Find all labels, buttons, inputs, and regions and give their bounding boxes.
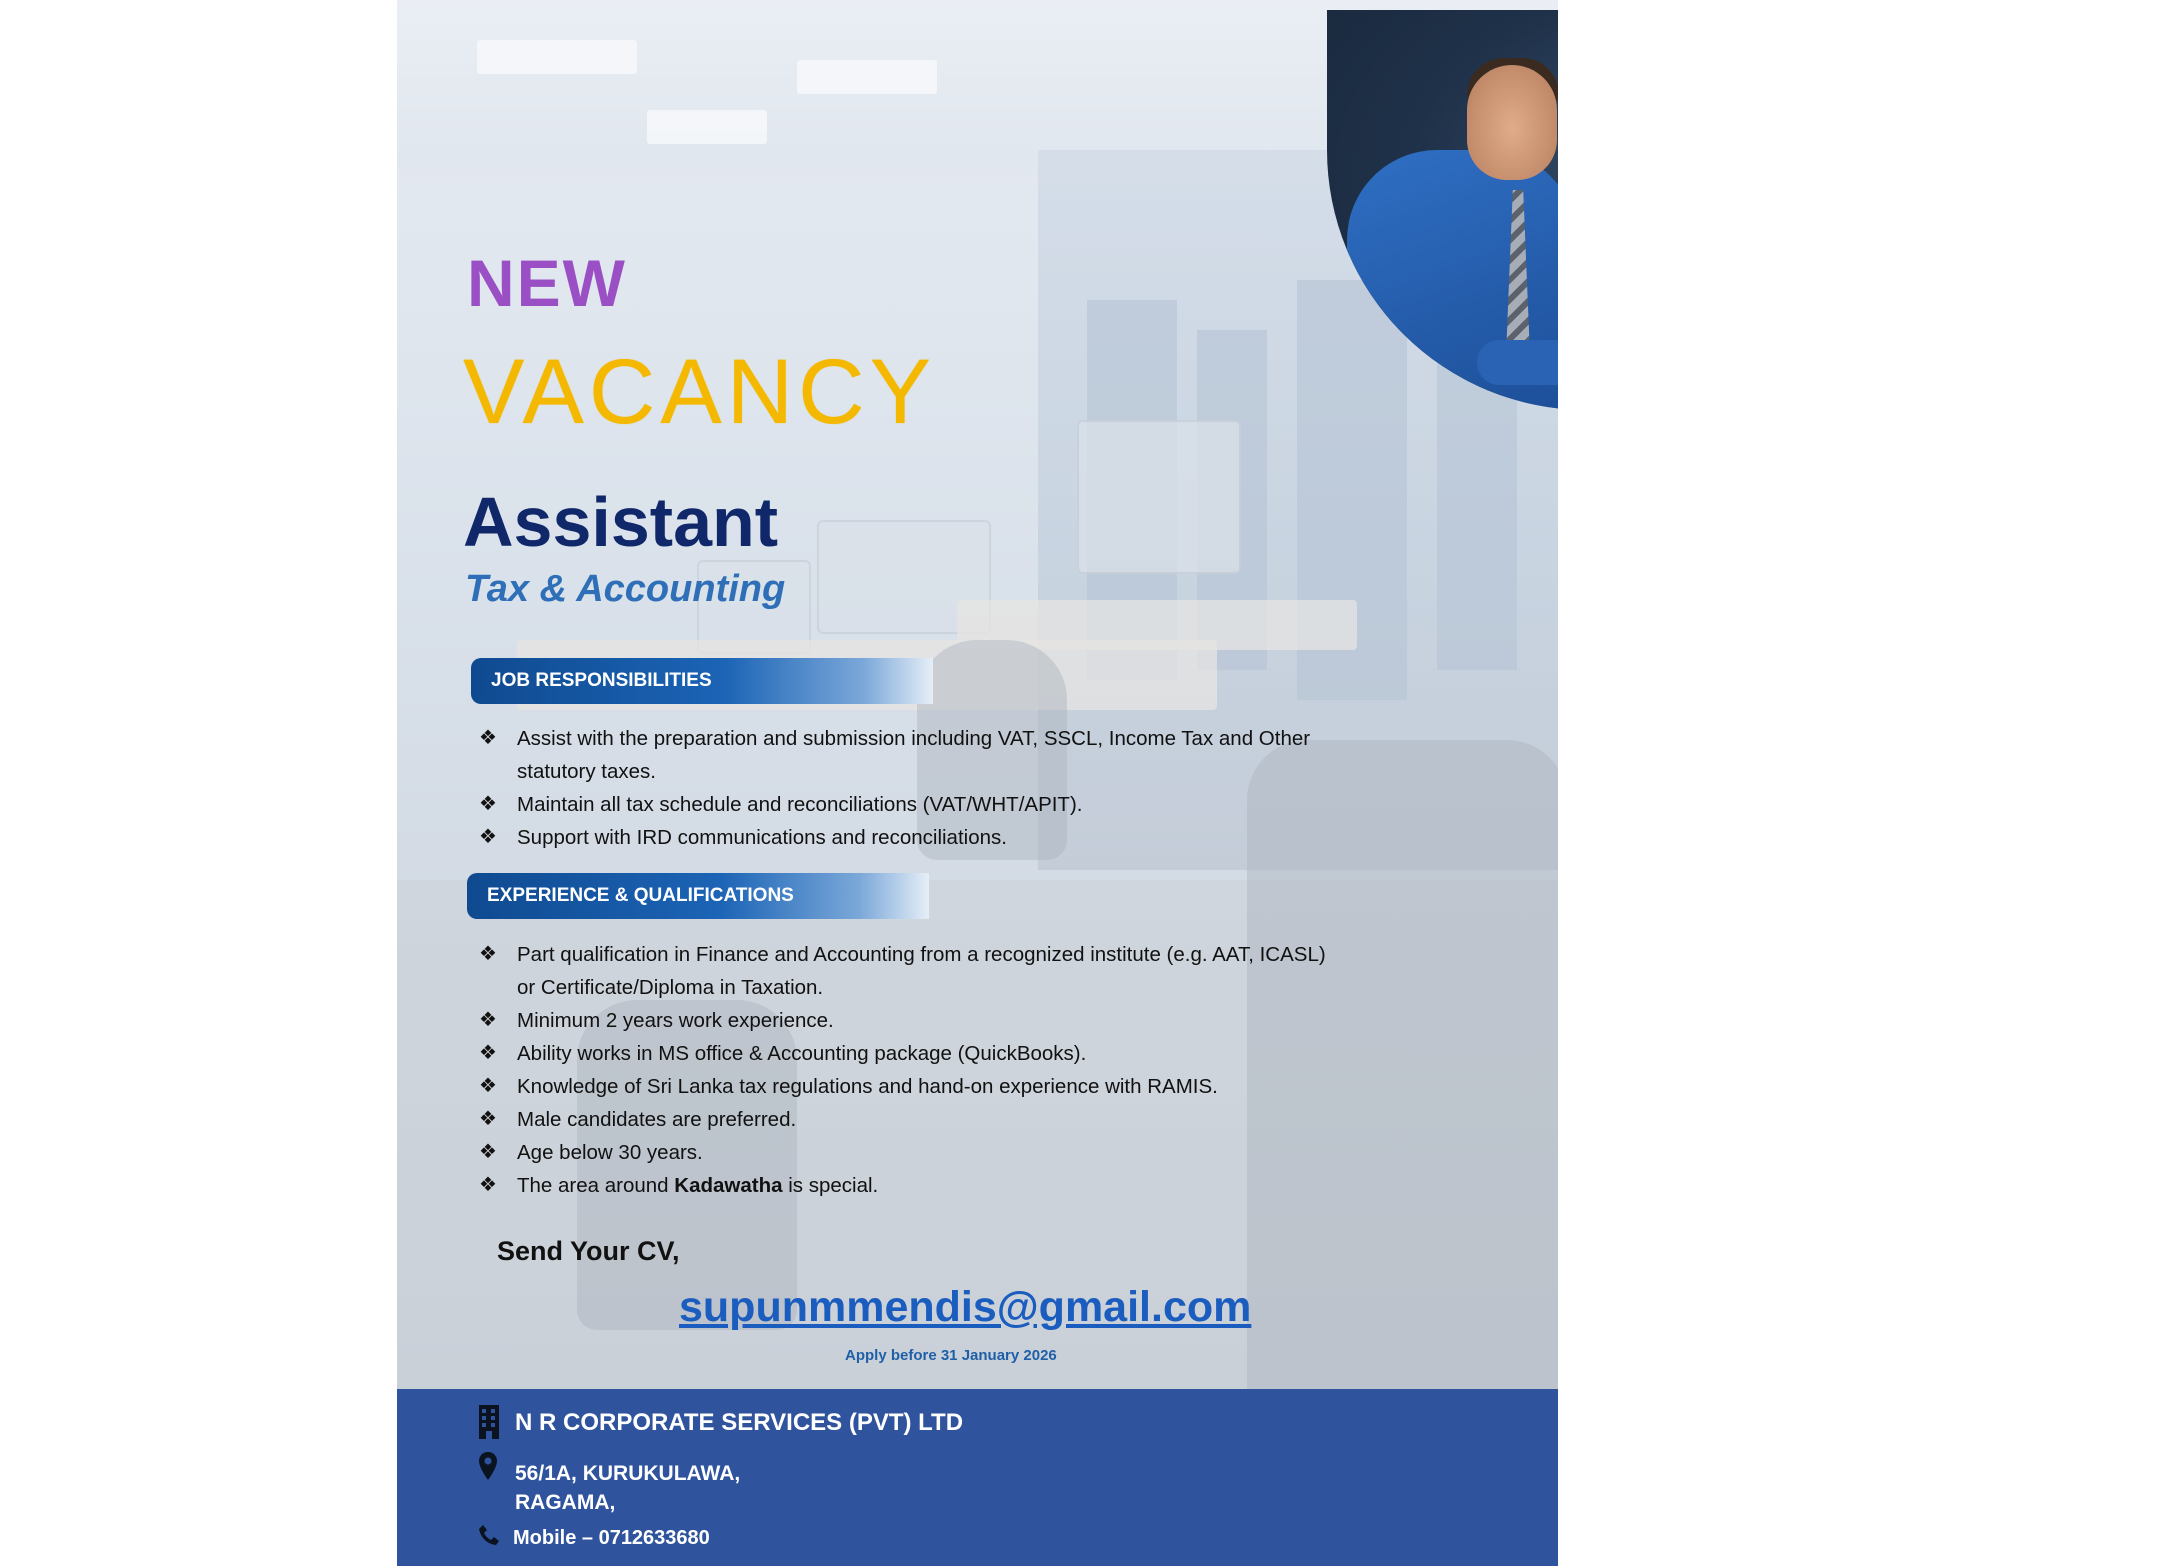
building-icon [477, 1403, 505, 1446]
apply-deadline: Apply before 31 January 2026 [845, 1347, 1057, 1364]
bullet-icon: ❖ [479, 727, 497, 749]
company-footer [397, 1389, 1558, 1566]
company-address: 56/1A, KURUKULAWA, RAGAMA, [515, 1462, 741, 1514]
location-pin-icon [477, 1451, 505, 1488]
man-at-laptop-photo [1327, 10, 1558, 410]
company-row [477, 1403, 963, 1446]
qualifications-heading: EXPERIENCE & QUALIFICATIONS [467, 873, 929, 919]
address-row [477, 1451, 740, 1517]
responsibilities-heading: JOB RESPONSIBILITIES [471, 658, 933, 704]
vacancy-poster [397, 0, 1558, 1566]
company-name: N R CORPORATE SERVICES (PVT) LTD [515, 1409, 964, 1436]
list-item: ❖ Age below 30 years. [479, 1136, 1379, 1169]
phone-icon [477, 1523, 505, 1556]
list-item: ❖ Support with IRD communications and reconciliations. [479, 821, 1379, 854]
bullet-icon: ❖ [479, 1042, 497, 1064]
list-item: ❖ Knowledge of Sri Lanka tax regulations and hand-on experience with RAMIS. [479, 1070, 1379, 1103]
position-title: Assistant [463, 483, 779, 561]
list-item: ❖ The area around Kadawatha is special. [479, 1169, 1379, 1202]
list-item: ❖ Minimum 2 years work experience. [479, 1004, 1379, 1037]
position-subtitle: Tax & Accounting [465, 568, 786, 610]
bullet-icon: ❖ [479, 1009, 497, 1031]
company-mobile: Mobile – 0712633680 [513, 1527, 710, 1549]
email-link[interactable]: supunmmendis@gmail.com [679, 1283, 1252, 1331]
list-item: ❖ Part qualification in Finance and Accounting from a recognized institute (e.g. AAT, ICASL) or Certificate/Diploma in Taxation. [479, 938, 1379, 1004]
bullet-icon: ❖ [479, 1174, 497, 1196]
bullet-icon: ❖ [479, 1075, 497, 1097]
headline-new: NEW [467, 246, 627, 320]
qualifications-list [479, 938, 1379, 1202]
bullet-icon: ❖ [479, 826, 497, 848]
list-item: ❖ Male candidates are preferred. [479, 1103, 1379, 1136]
bullet-icon: ❖ [479, 1108, 497, 1130]
send-cv-label: Send Your CV, [497, 1236, 680, 1266]
list-item: ❖ Ability works in MS office & Accounting package (QuickBooks). [479, 1037, 1379, 1070]
responsibilities-list [479, 722, 1379, 854]
bullet-icon: ❖ [479, 793, 497, 815]
list-item: ❖ Maintain all tax schedule and reconciliations (VAT/WHT/APIT). [479, 788, 1379, 821]
area-name: Kadawatha [674, 1174, 783, 1197]
mobile-row [477, 1523, 710, 1556]
bullet-icon: ❖ [479, 1141, 497, 1163]
headline-vacancy: VACANCY [463, 341, 936, 443]
bullet-icon: ❖ [479, 943, 497, 965]
list-item: ❖ Assist with the preparation and submission including VAT, SSCL, Income Tax and Other statutory taxes. [479, 722, 1379, 788]
